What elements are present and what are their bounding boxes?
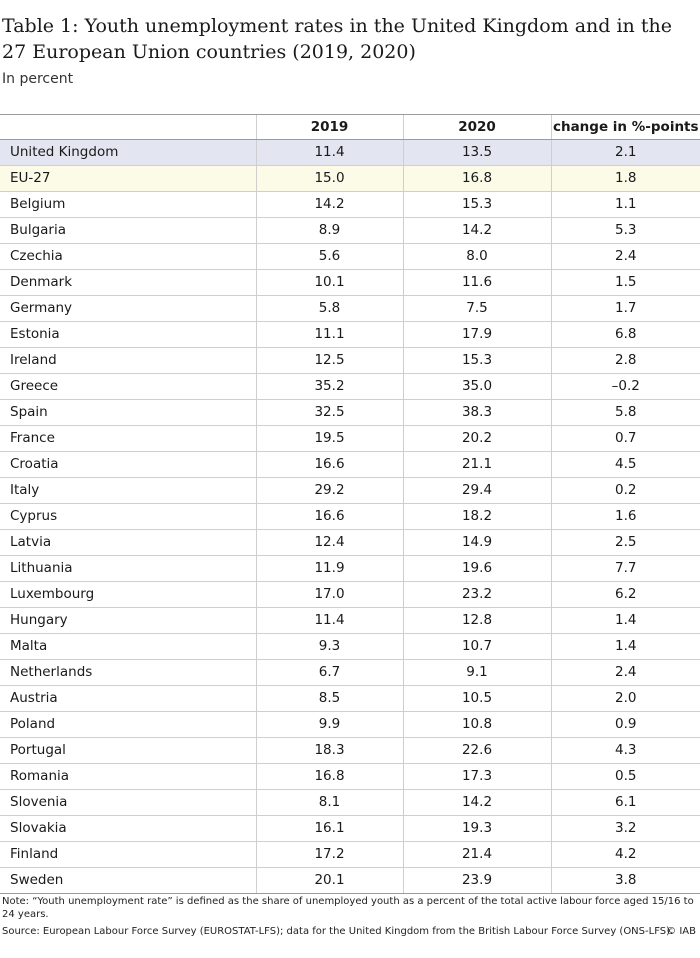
source-text: Source: European Labour Force Survey (EUROSTAT-LFS); data for the United Kingdom from the British Labour Force Survey (ONS-LFS). [2, 926, 674, 937]
change-cell: 4.2 [551, 842, 700, 868]
country-cell: Ireland [0, 348, 256, 374]
change-cell: 0.2 [551, 478, 700, 504]
country-cell: Slovakia [0, 816, 256, 842]
country-cell: Greece [0, 374, 256, 400]
country-cell: Portugal [0, 738, 256, 764]
change-cell: 2.4 [551, 660, 700, 686]
value-2020-cell: 10.7 [403, 634, 551, 660]
table-row [0, 296, 700, 322]
change-cell: 3.2 [551, 816, 700, 842]
value-2019-cell: 35.2 [256, 374, 403, 400]
change-cell: 5.3 [551, 218, 700, 244]
table-row [0, 712, 700, 738]
country-cell: Sweden [0, 868, 256, 894]
value-2020-cell: 16.8 [403, 166, 551, 192]
value-2019-cell: 8.1 [256, 790, 403, 816]
table-body [0, 140, 700, 894]
value-2019-cell: 11.4 [256, 608, 403, 634]
value-2020-cell: 15.3 [403, 192, 551, 218]
table-row [0, 400, 700, 426]
value-2019-cell: 32.5 [256, 400, 403, 426]
value-2020-cell: 19.6 [403, 556, 551, 582]
header-2020: 2020 [403, 115, 551, 140]
country-cell: Denmark [0, 270, 256, 296]
table-title: Table 1: Youth unemployment rates in the United Kingdom and in the 27 European Union countries (2019, 2020) [2, 15, 672, 63]
country-cell: Romania [0, 764, 256, 790]
value-2020-cell: 21.1 [403, 452, 551, 478]
value-2020-cell: 9.1 [403, 660, 551, 686]
change-cell: 6.8 [551, 322, 700, 348]
value-2020-cell: 23.2 [403, 582, 551, 608]
change-cell: 2.5 [551, 530, 700, 556]
table-row [0, 322, 700, 348]
value-2020-cell: 14.2 [403, 790, 551, 816]
table-row [0, 634, 700, 660]
value-2019-cell: 19.5 [256, 426, 403, 452]
table-row [0, 504, 700, 530]
table-row [0, 374, 700, 400]
header-country [0, 115, 256, 140]
table-row [0, 244, 700, 270]
change-cell: 4.3 [551, 738, 700, 764]
value-2020-cell: 35.0 [403, 374, 551, 400]
change-cell: 1.4 [551, 634, 700, 660]
change-cell: 1.7 [551, 296, 700, 322]
change-cell: –0.2 [551, 374, 700, 400]
change-cell: 1.5 [551, 270, 700, 296]
table-row [0, 686, 700, 712]
change-cell: 1.6 [551, 504, 700, 530]
country-cell: Hungary [0, 608, 256, 634]
country-cell: Finland [0, 842, 256, 868]
table-row [0, 816, 700, 842]
table-row [0, 660, 700, 686]
value-2020-cell: 8.0 [403, 244, 551, 270]
value-2020-cell: 12.8 [403, 608, 551, 634]
change-cell: 3.8 [551, 868, 700, 894]
table-row [0, 842, 700, 868]
change-cell: 2.0 [551, 686, 700, 712]
value-2020-cell: 29.4 [403, 478, 551, 504]
value-2020-cell: 11.6 [403, 270, 551, 296]
change-cell: 4.5 [551, 452, 700, 478]
country-cell: Italy [0, 478, 256, 504]
change-cell: 1.1 [551, 192, 700, 218]
value-2019-cell: 20.1 [256, 868, 403, 894]
table-row [0, 452, 700, 478]
country-cell: United Kingdom [0, 140, 256, 166]
value-2019-cell: 8.9 [256, 218, 403, 244]
change-cell: 0.9 [551, 712, 700, 738]
note-text: Note: “Youth unemployment rate” is defined as the share of unemployed youth as a percent of the total active labour force aged 15/16 to 24 years. [2, 896, 694, 920]
value-2020-cell: 14.2 [403, 218, 551, 244]
country-cell: Belgium [0, 192, 256, 218]
value-2020-cell: 17.3 [403, 764, 551, 790]
table-row [0, 556, 700, 582]
country-cell: Croatia [0, 452, 256, 478]
value-2020-cell: 18.2 [403, 504, 551, 530]
value-2019-cell: 16.6 [256, 504, 403, 530]
value-2019-cell: 11.9 [256, 556, 403, 582]
table-row [0, 582, 700, 608]
country-cell: Spain [0, 400, 256, 426]
value-2020-cell: 14.9 [403, 530, 551, 556]
value-2019-cell: 9.9 [256, 712, 403, 738]
table-row [0, 218, 700, 244]
copyright-text: © IAB [666, 926, 696, 937]
value-2020-cell: 10.8 [403, 712, 551, 738]
table-row [0, 868, 700, 894]
unemployment-table [0, 115, 700, 894]
table-row [0, 738, 700, 764]
table-row [0, 348, 700, 374]
value-2019-cell: 16.1 [256, 816, 403, 842]
table-subtitle: In percent [2, 71, 74, 87]
value-2019-cell: 10.1 [256, 270, 403, 296]
value-2020-cell: 10.5 [403, 686, 551, 712]
value-2019-cell: 29.2 [256, 478, 403, 504]
value-2020-cell: 22.6 [403, 738, 551, 764]
change-cell: 6.1 [551, 790, 700, 816]
table-row [0, 608, 700, 634]
table-row [0, 140, 700, 166]
change-cell: 2.1 [551, 140, 700, 166]
value-2019-cell: 15.0 [256, 166, 403, 192]
header-2019: 2019 [256, 115, 403, 140]
value-2020-cell: 20.2 [403, 426, 551, 452]
value-2019-cell: 12.4 [256, 530, 403, 556]
value-2019-cell: 16.8 [256, 764, 403, 790]
value-2020-cell: 7.5 [403, 296, 551, 322]
value-2019-cell: 14.2 [256, 192, 403, 218]
value-2019-cell: 17.0 [256, 582, 403, 608]
value-2019-cell: 6.7 [256, 660, 403, 686]
value-2020-cell: 17.9 [403, 322, 551, 348]
value-2020-cell: 38.3 [403, 400, 551, 426]
table-header-row [0, 115, 700, 140]
change-cell: 5.8 [551, 400, 700, 426]
value-2019-cell: 5.8 [256, 296, 403, 322]
country-cell: Malta [0, 634, 256, 660]
value-2020-cell: 23.9 [403, 868, 551, 894]
table-row [0, 166, 700, 192]
country-cell: EU-27 [0, 166, 256, 192]
change-cell: 1.4 [551, 608, 700, 634]
change-cell: 7.7 [551, 556, 700, 582]
value-2019-cell: 17.2 [256, 842, 403, 868]
table-row [0, 764, 700, 790]
country-cell: Bulgaria [0, 218, 256, 244]
footnotes [2, 895, 698, 942]
country-cell: Germany [0, 296, 256, 322]
country-cell: Estonia [0, 322, 256, 348]
change-cell: 2.8 [551, 348, 700, 374]
country-cell: Lithuania [0, 556, 256, 582]
value-2019-cell: 16.6 [256, 452, 403, 478]
table-row [0, 426, 700, 452]
table-row [0, 790, 700, 816]
table-row [0, 530, 700, 556]
value-2019-cell: 12.5 [256, 348, 403, 374]
value-2019-cell: 11.4 [256, 140, 403, 166]
value-2019-cell: 9.3 [256, 634, 403, 660]
table-row [0, 270, 700, 296]
country-cell: Austria [0, 686, 256, 712]
value-2019-cell: 11.1 [256, 322, 403, 348]
source-line [2, 925, 698, 938]
value-2019-cell: 18.3 [256, 738, 403, 764]
country-cell: France [0, 426, 256, 452]
country-cell: Poland [0, 712, 256, 738]
header-change: change in %-points [551, 115, 700, 140]
country-cell: Cyprus [0, 504, 256, 530]
change-cell: 1.8 [551, 166, 700, 192]
change-cell: 0.5 [551, 764, 700, 790]
change-cell: 2.4 [551, 244, 700, 270]
value-2020-cell: 21.4 [403, 842, 551, 868]
value-2020-cell: 13.5 [403, 140, 551, 166]
table-row [0, 192, 700, 218]
country-cell: Latvia [0, 530, 256, 556]
country-cell: Netherlands [0, 660, 256, 686]
value-2019-cell: 8.5 [256, 686, 403, 712]
value-2019-cell: 5.6 [256, 244, 403, 270]
change-cell: 6.2 [551, 582, 700, 608]
data-table-container [0, 114, 700, 894]
change-cell: 0.7 [551, 426, 700, 452]
country-cell: Slovenia [0, 790, 256, 816]
country-cell: Luxembourg [0, 582, 256, 608]
value-2020-cell: 19.3 [403, 816, 551, 842]
country-cell: Czechia [0, 244, 256, 270]
table-row [0, 478, 700, 504]
value-2020-cell: 15.3 [403, 348, 551, 374]
